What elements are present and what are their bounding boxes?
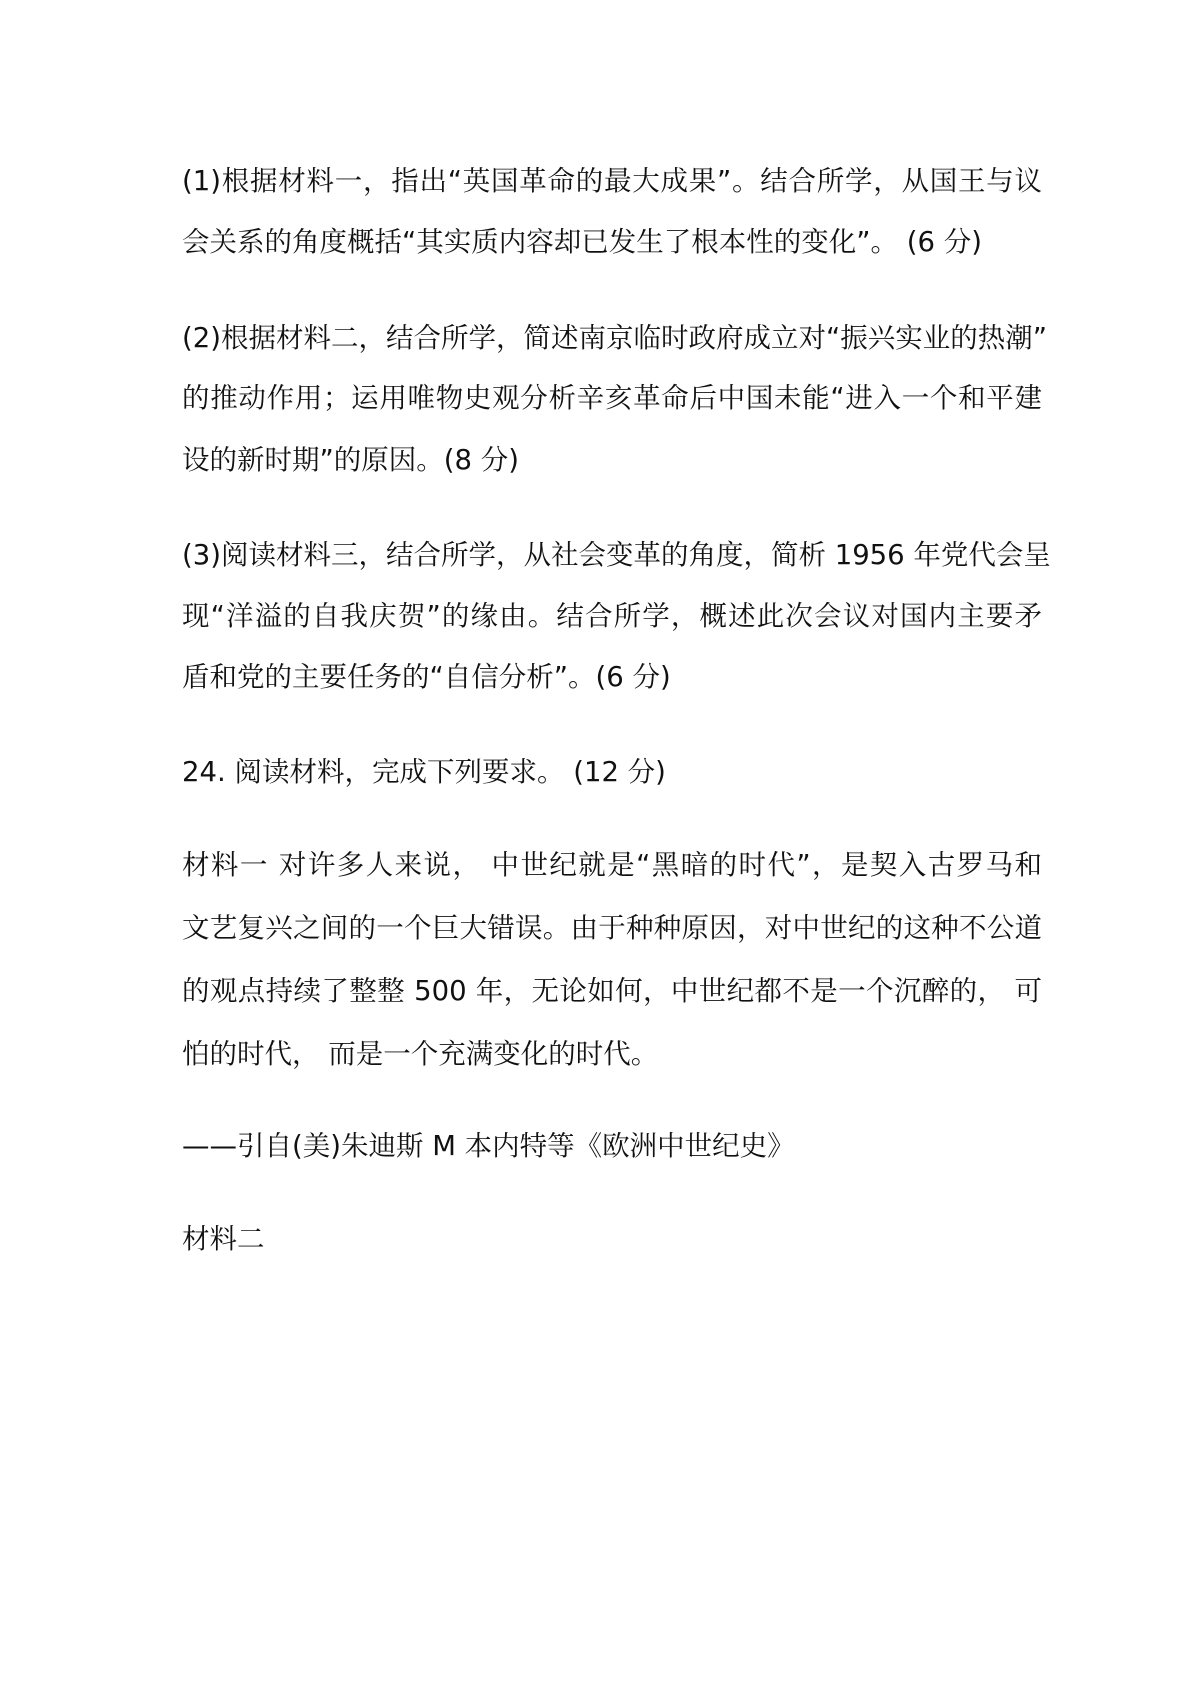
q2-line-2: 的推动作用；运用唯物史观分析辛亥革命后中国未能“进入一个和平建 bbox=[182, 382, 1042, 414]
material2-label: 材料二 bbox=[182, 1223, 265, 1255]
q1-line-2: 会关系的角度概括“其实质内容却已发生了根本性的变化”。 (6 分) bbox=[182, 226, 982, 258]
material1-citation: ——引自(美)朱迪斯 M 本内特等《欧洲中世纪史》 bbox=[182, 1130, 795, 1162]
material1-line-2: 文艺复兴之间的一个巨大错误。由于种种原因，对中世纪的这种不公道 bbox=[182, 912, 1042, 944]
q24-heading: 24. 阅读材料，完成下列要求。 (12 分) bbox=[182, 756, 666, 788]
material1-line-3: 的观点持续了整整 500 年，无论如何，中世纪都不是一个沉醉的， 可 bbox=[182, 975, 1042, 1007]
q2-line-3: 设的新时期”的原因。(8 分) bbox=[182, 444, 519, 476]
q2-line-1: (2)根据材料二，结合所学，简述南京临时政府成立对“振兴实业的热潮” bbox=[182, 322, 1047, 354]
q1-line-1: (1)根据材料一，指出“英国革命的最大成果”。结合所学，从国王与议 bbox=[182, 165, 1042, 197]
material1-line-1: 材料一 对许多人来说， 中世纪就是“黑暗的时代”，是契入古罗马和 bbox=[182, 849, 1042, 881]
q3-line-3: 盾和党的主要任务的“自信分析”。(6 分) bbox=[182, 661, 671, 693]
q3-line-2: 现“洋溢的自我庆贺”的缘由。结合所学，概述此次会议对国内主要矛 bbox=[182, 600, 1042, 632]
material1-line-4: 怕的时代， 而是一个充满变化的时代。 bbox=[182, 1038, 659, 1070]
q3-line-1: (3)阅读材料三，结合所学，从社会变革的角度，简析 1956 年党代会呈 bbox=[182, 539, 1051, 571]
